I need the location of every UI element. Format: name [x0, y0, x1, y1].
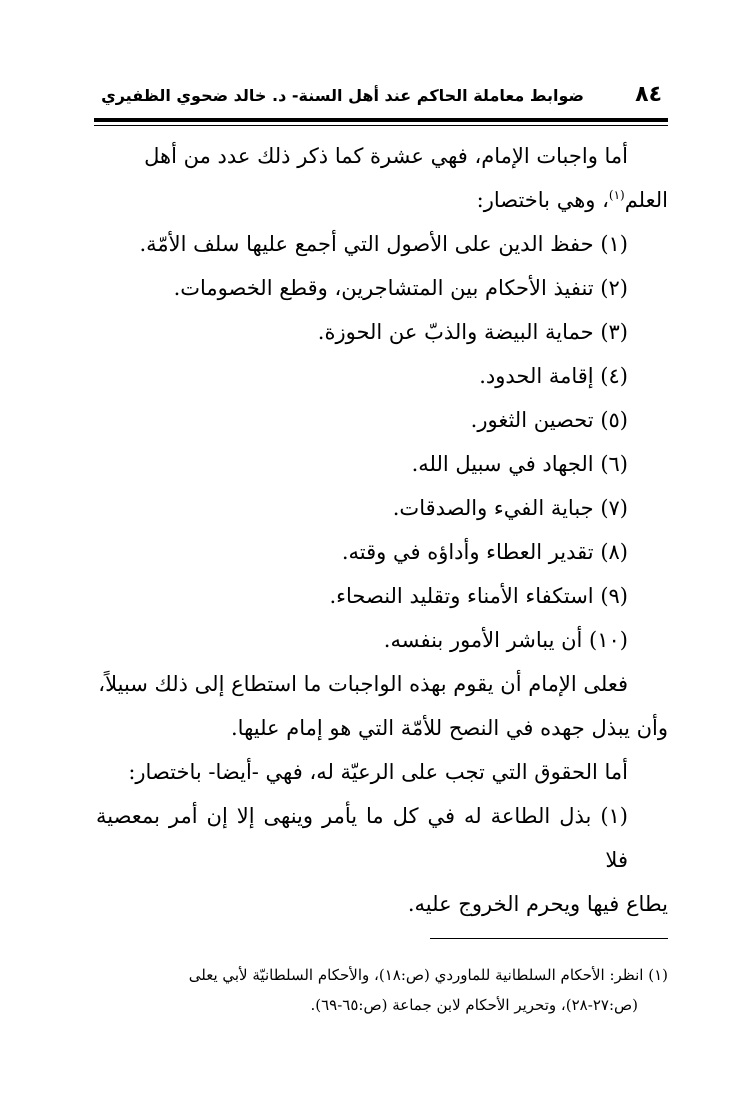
intro-line-1: أما واجبات الإمام، فهي عشرة كما ذكر ذلك عدد من أهل — [144, 144, 628, 168]
page-header — [92, 78, 662, 114]
duty-item: (٣) حماية البيضة والذبّ عن الحوزة. — [317, 320, 628, 344]
duty-item: (٤) إقامة الحدود. — [479, 364, 628, 388]
intro-line-2 — [96, 178, 668, 222]
intro-line-2-end: ، وهي باختصار: — [476, 188, 609, 212]
page-number: ٨٤ — [635, 82, 662, 107]
footnote-separator — [430, 938, 668, 939]
duty-item: (١) حفظ الدين على الأصول التي أجمع عليها سلف الأمّة. — [139, 232, 628, 256]
right-1-line-1: (١) بذل الطاعة له في كل ما يأمر وينهى إلا إن أمر بمعصية فلا — [96, 804, 628, 872]
header-rule-thin — [94, 125, 668, 126]
right-1-line-2: يطاع فيها ويحرم الخروج عليه. — [407, 892, 668, 916]
duties-list — [96, 222, 668, 662]
duty-item: (٥) تحصين الثغور. — [470, 408, 628, 432]
duty-item: (٨) تقدير العطاء وأداؤه في وقته. — [341, 540, 628, 564]
duty-item: (٧) جباية الفيء والصدقات. — [392, 496, 628, 520]
duty-item: (٩) استكفاء الأمناء وتقليد النصحاء. — [329, 584, 628, 608]
footnote-marker[interactable]: (١) — [608, 188, 625, 202]
conclusion-line-2: وأن يبذل جهده في النصح للأمّة التي هو إمام عليها. — [231, 716, 668, 740]
intro-line-2-start: العلم — [624, 188, 668, 212]
conclusion-line-1: فعلى الإمام أن يقوم بهذه الواجبات ما استطاع إلى ذلك سبيلاً، — [98, 672, 628, 696]
duty-item: (٦) الجهاد في سبيل الله. — [411, 452, 628, 476]
footnote-line-2: (ص:٢٧-٢٨)، وتحرير الأحكام لابن جماعة (ص:٦٥-٦٩). — [310, 996, 638, 1014]
duty-item: (٢) تنفيذ الأحكام بين المتشاجرين، وقطع الخصومات. — [173, 276, 628, 300]
footnote — [100, 960, 668, 1020]
duty-item: (١٠) أن يباشر الأمور بنفسه. — [383, 628, 628, 652]
footnote-line-1: (١) انظر: الأحكام السلطانية للماوردي (ص:١٨)، والأحكام السلطانيّة لأبي يعلى — [188, 966, 668, 984]
rights-intro: أما الحقوق التي تجب على الرعيّة له، فهي -أيضا- باختصار: — [128, 760, 628, 784]
main-text — [96, 134, 668, 926]
running-title: ضوابط معاملة الحاكم عند أهل السنة- د. خالد ضحوي الظفيري — [101, 86, 584, 105]
header-rule-thick — [94, 118, 668, 122]
